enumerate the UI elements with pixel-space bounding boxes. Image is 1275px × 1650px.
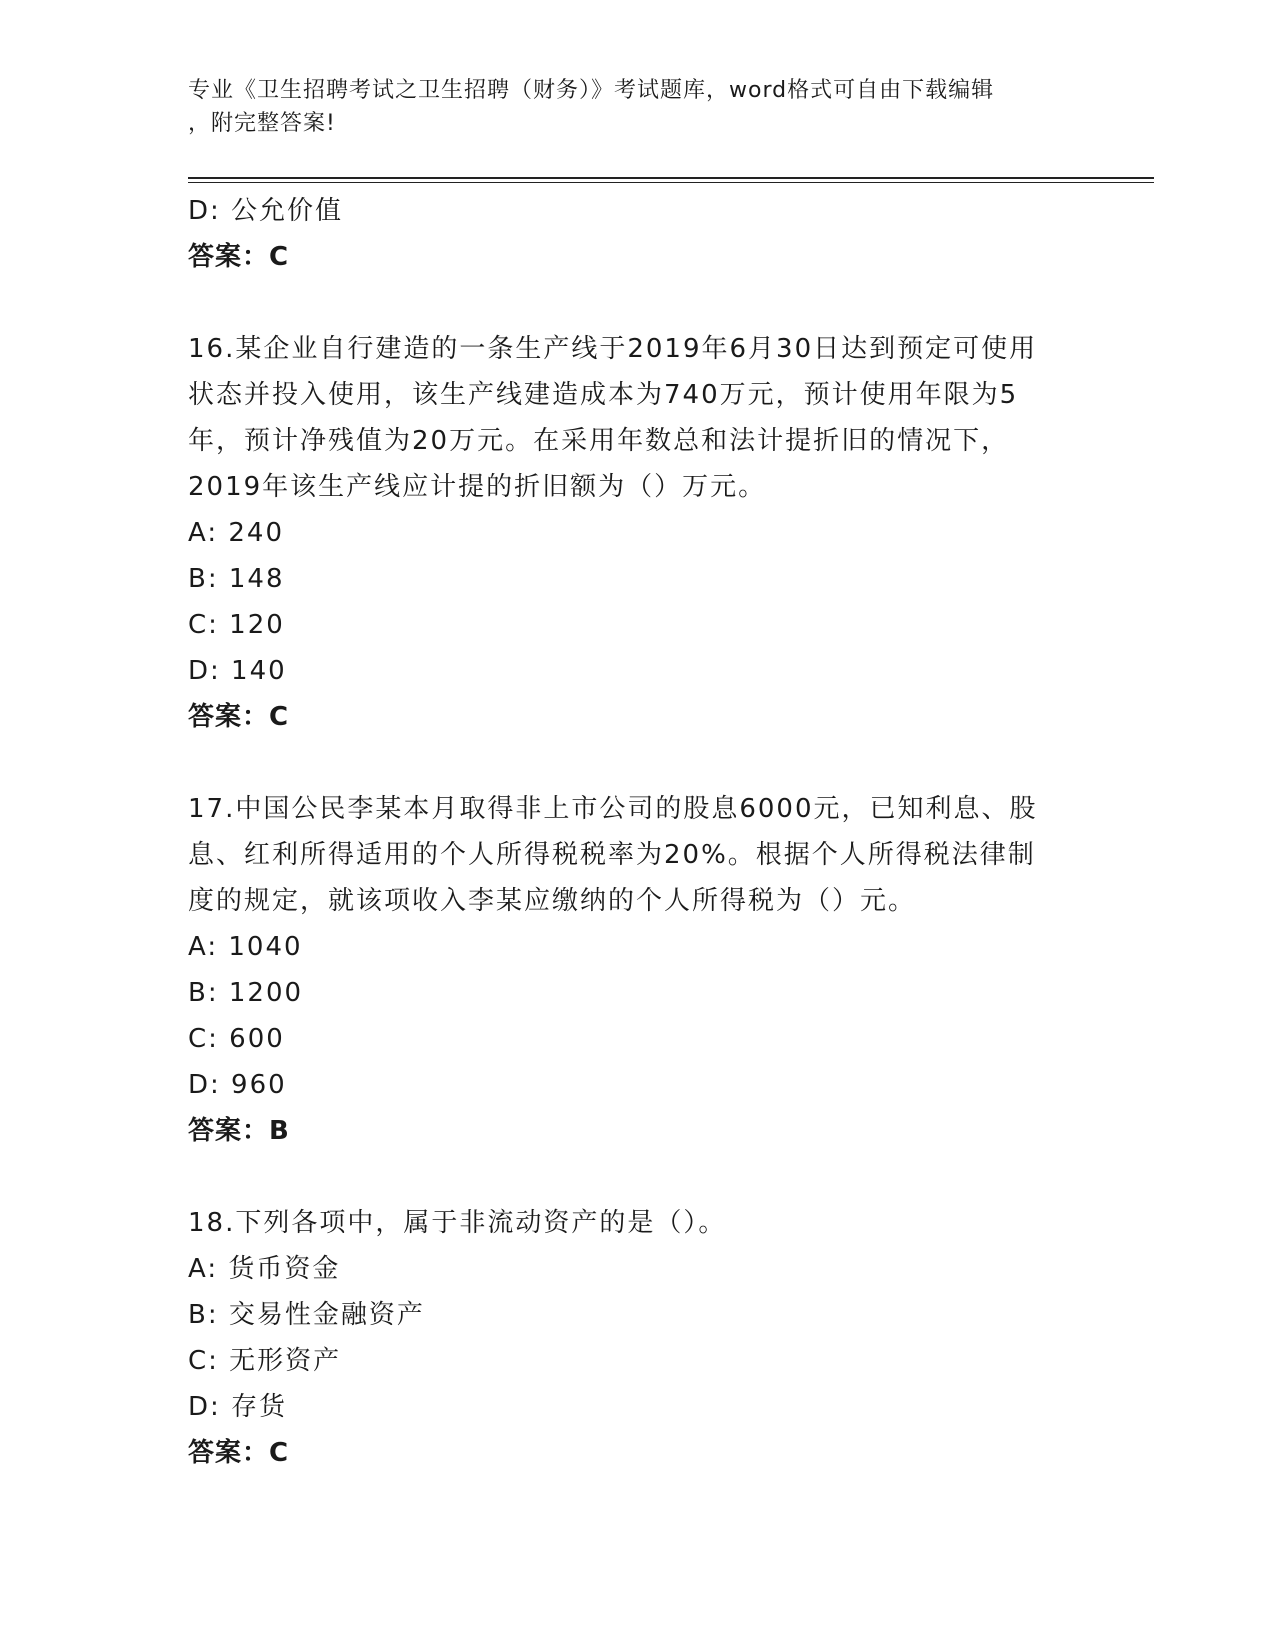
question-text-line: 度的规定，就该项收入李某应缴纳的个人所得税为（）元。: [188, 886, 917, 916]
question-text-line: 年，预计净残值为20万元。在采用年数总和法计提折旧的情况下，: [188, 426, 1010, 456]
header-rule-thin: [188, 182, 1154, 183]
header-rule-thick: [188, 177, 1154, 179]
question-text-line: 状态并投入使用，该生产线建造成本为740万元，预计使用年限为5: [188, 380, 1019, 410]
document-body: [188, 188, 1088, 1476]
question-text-line: 18.下列各项中，属于非流动资产的是（）。: [188, 1208, 727, 1238]
option-d: D: 公允价值: [188, 196, 344, 226]
spacer: [188, 1154, 1088, 1200]
spacer: [188, 280, 1088, 326]
option-a: A: 1040: [188, 932, 303, 962]
header-line-1: 专业《卫生招聘考试之卫生招聘（财务）》考试题库，word格式可自由下载编辑: [188, 78, 995, 103]
answer-line: 答案：C: [188, 1438, 290, 1468]
answer-line: 答案：C: [188, 702, 290, 732]
document-header: [188, 74, 1068, 140]
spacer: [188, 740, 1088, 786]
option-d: D: 存货: [188, 1392, 288, 1422]
question-16: [188, 326, 1088, 740]
option-a: A: 货币资金: [188, 1254, 341, 1284]
option-a: A: 240: [188, 518, 284, 548]
answer-line: 答案：B: [188, 1116, 290, 1146]
option-c: C: 120: [188, 610, 285, 640]
question-text-line: 息、红利所得适用的个人所得税税率为20%。根据个人所得税法律制: [188, 840, 1036, 870]
option-b: B: 1200: [188, 978, 304, 1008]
option-d: D: 140: [188, 656, 287, 686]
option-b: B: 交易性金融资产: [188, 1300, 425, 1330]
option-c: C: 600: [188, 1024, 285, 1054]
option-d: D: 960: [188, 1070, 287, 1100]
question-text-line: 2019年该生产线应计提的折旧额为（）万元。: [188, 472, 767, 502]
question-18: [188, 1200, 1088, 1476]
question-text-line: 16.某企业自行建造的一条生产线于2019年6月30日达到预定可使用: [188, 334, 1038, 364]
answer-line: 答案：C: [188, 242, 290, 272]
option-b: B: 148: [188, 564, 285, 594]
question-17: [188, 786, 1088, 1154]
question-text-line: 17.中国公民李某本月取得非上市公司的股息6000元，已知利息、股: [188, 794, 1038, 824]
header-line-2: ，附完整答案!: [188, 111, 336, 136]
option-c: C: 无形资产: [188, 1346, 342, 1376]
